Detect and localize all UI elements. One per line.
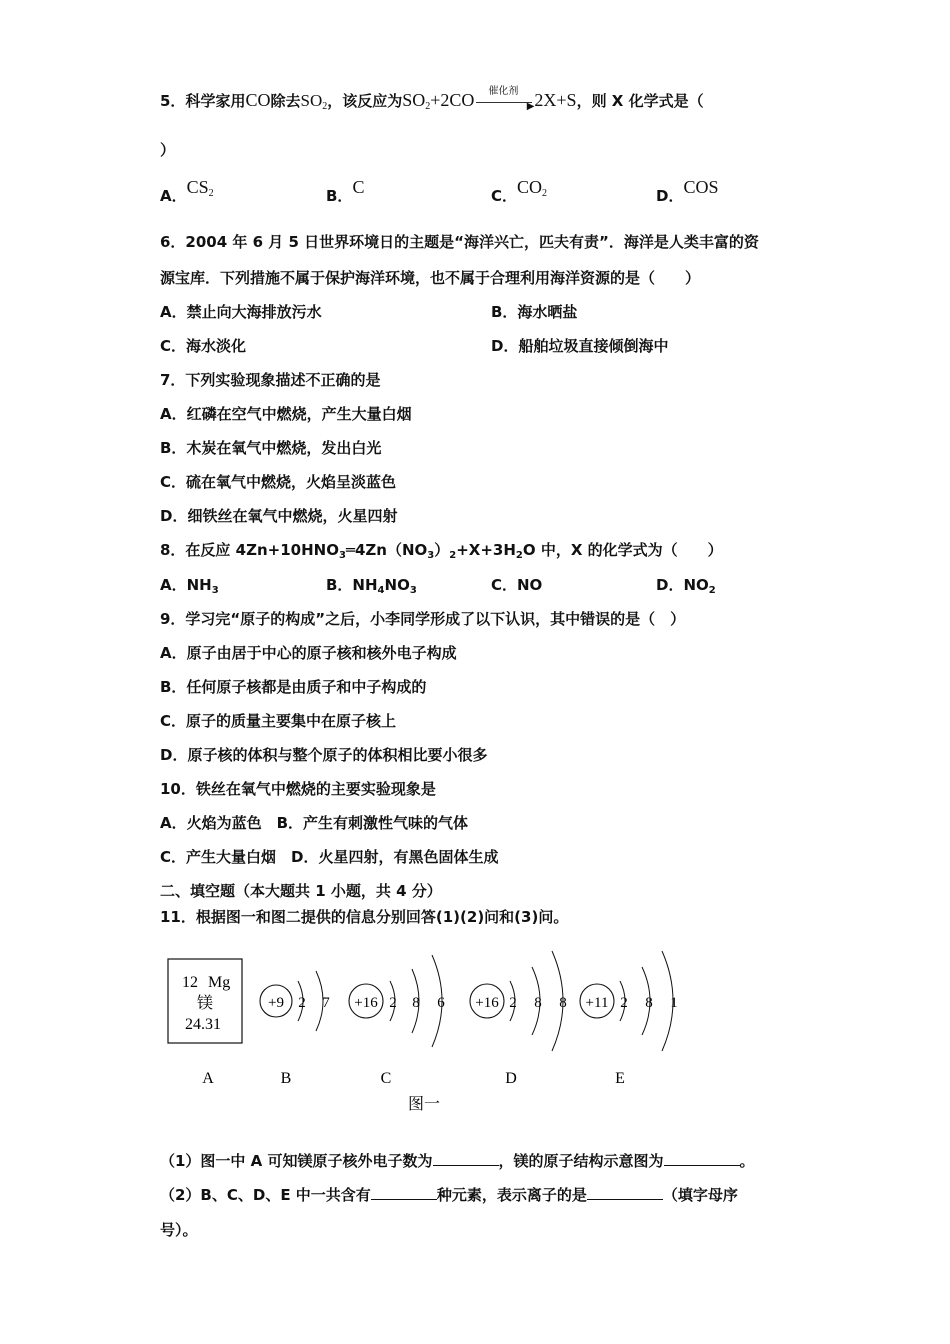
label-a: A	[202, 1070, 214, 1087]
q7-stem: 7．下列实验现象描述不正确的是	[160, 371, 381, 389]
answer-blank[interactable]	[664, 1150, 740, 1166]
shell-count: 7	[322, 995, 330, 1011]
q7-option-a[interactable]: A．红磷在空气中燃烧，产生大量白烟	[160, 405, 412, 423]
shell-count: 8	[534, 995, 542, 1011]
label-c: C	[380, 1070, 392, 1087]
shell-count: 2	[298, 995, 306, 1011]
q10-options-cd[interactable]: C．产生大量白烟 D．火星四射，有黑色固体生成	[160, 848, 499, 866]
q6-option-b[interactable]: B．海水晒盐	[491, 303, 578, 321]
q5-option-b[interactable]: B．C	[326, 177, 365, 205]
q11-part2: （2）B、C、D、E 中一共含有 种元素，表示离子的是 （填字母序	[160, 1186, 738, 1204]
mg-name: 镁	[197, 995, 214, 1012]
q11-part2-cont: 号）。	[160, 1221, 198, 1239]
atom-structure-figure	[160, 945, 700, 1125]
catalyst-arrow: 催化剂 ▶	[474, 92, 534, 112]
shell-count: 2	[389, 995, 397, 1011]
atom-c	[349, 955, 445, 1047]
q6-stem-line2: 源宝库．下列措施不属于保护海洋环境，也不属于合理利用海洋资源的是（ ）	[160, 269, 701, 287]
q8-option-a[interactable]: A．$NH_3$	[160, 576, 219, 596]
q10-options-ab[interactable]: A．火焰为蓝色 B．产生有刺激性气味的气体	[160, 814, 469, 832]
q10-stem: 10．铁丝在氧气中燃烧的主要实验现象是	[160, 780, 436, 798]
label-e: E	[615, 1070, 625, 1087]
label-d: D	[505, 1070, 517, 1087]
section-heading: 二、填空题（本大题共 1 小题，共 4 分）	[160, 882, 442, 900]
answer-blank[interactable]	[371, 1184, 437, 1200]
q6-option-d[interactable]: D．船舶垃圾直接倾倒海中	[491, 337, 669, 355]
nucleus-charge-b: +9	[268, 995, 284, 1011]
shell-count: 2	[509, 995, 517, 1011]
q6-option-c[interactable]: C．海水淡化	[160, 337, 247, 355]
label-b: B	[280, 1070, 292, 1087]
mg-symbol: Mg	[208, 974, 231, 991]
shell-count: 1	[670, 995, 678, 1011]
shell-count: 8	[645, 995, 653, 1011]
q7-option-d[interactable]: D．细铁丝在氧气中燃烧，火星四射	[160, 507, 398, 525]
q7-option-c[interactable]: C．硫在氧气中燃烧，火焰呈淡蓝色	[160, 473, 397, 491]
q9-option-c[interactable]: C．原子的质量主要集中在原子核上	[160, 712, 397, 730]
atom-b	[260, 971, 330, 1031]
mg-atomic-number: 12	[182, 974, 198, 991]
q9-option-b[interactable]: B．任何原子核都是由质子和中子构成的	[160, 678, 427, 696]
q9-option-d[interactable]: D．原子核的体积与整个原子的体积相比要小很多	[160, 746, 488, 764]
q6-stem-line1: 6．2004 年 6 月 5 日世界环境日的主题是“海洋兴亡，匹夫有责”．海洋是人类丰富的资	[160, 233, 759, 251]
q9-stem: 9．学习完“原子的构成”之后，小李同学形成了以下认识，其中错误的是（ ）	[160, 610, 686, 628]
mg-atomic-mass: 24.31	[185, 1016, 221, 1033]
shell-count: 2	[620, 995, 628, 1011]
shell-count: 8	[559, 995, 567, 1011]
figure-caption: 图一	[407, 1096, 441, 1113]
atom-e	[580, 951, 678, 1051]
nucleus-charge-c: +16	[354, 995, 378, 1011]
q5-option-c[interactable]: C．$CO_2$	[491, 177, 548, 205]
nucleus-charge-d: +16	[475, 995, 499, 1011]
atom-d	[470, 951, 567, 1051]
shell-count: 8	[412, 995, 420, 1011]
q8-stem: 8．在反应 $4Zn+10HNO_3═4Zn(NO_3)_2+X+3H_2O$ 中，X 的化学式为（ ）	[160, 541, 723, 561]
q11-part1: （1）图一中 A 可知镁原子核外电子数为 ，镁的原子结构示意图为 。	[160, 1152, 755, 1170]
nucleus-charge-e: +11	[585, 995, 609, 1011]
q9-option-a[interactable]: A．原子由居于中心的原子核和核外电子构成	[160, 644, 457, 662]
q5-option-d[interactable]: D．COS	[656, 177, 719, 205]
q5-stem: 5．科学家用CO除去$SO_2$，该反应为$SO_2+2CO$ 催化剂 ▶ 2X+S，则 X 化学式是（	[160, 85, 704, 112]
q7-option-b[interactable]: B．木炭在氧气中燃烧，发出白光	[160, 439, 382, 457]
q5-option-a[interactable]: A．$CS_2$	[160, 177, 214, 205]
answer-blank[interactable]	[433, 1150, 499, 1166]
q11-stem: 11．根据图一和图二提供的信息分别回答(1)(2)问和(3)问。	[160, 908, 569, 926]
q5-close-paren: ）	[160, 141, 176, 159]
shell-count: 6	[437, 995, 445, 1011]
q8-option-d[interactable]: D．$NO_2$	[656, 576, 716, 596]
element-card-mg	[168, 959, 242, 1043]
q8-option-c[interactable]: C．NO	[491, 576, 543, 594]
answer-blank[interactable]	[587, 1184, 663, 1200]
q6-option-a[interactable]: A．禁止向大海排放污水	[160, 303, 322, 321]
q8-option-b[interactable]: B．$NH_4NO_3$	[326, 576, 417, 596]
